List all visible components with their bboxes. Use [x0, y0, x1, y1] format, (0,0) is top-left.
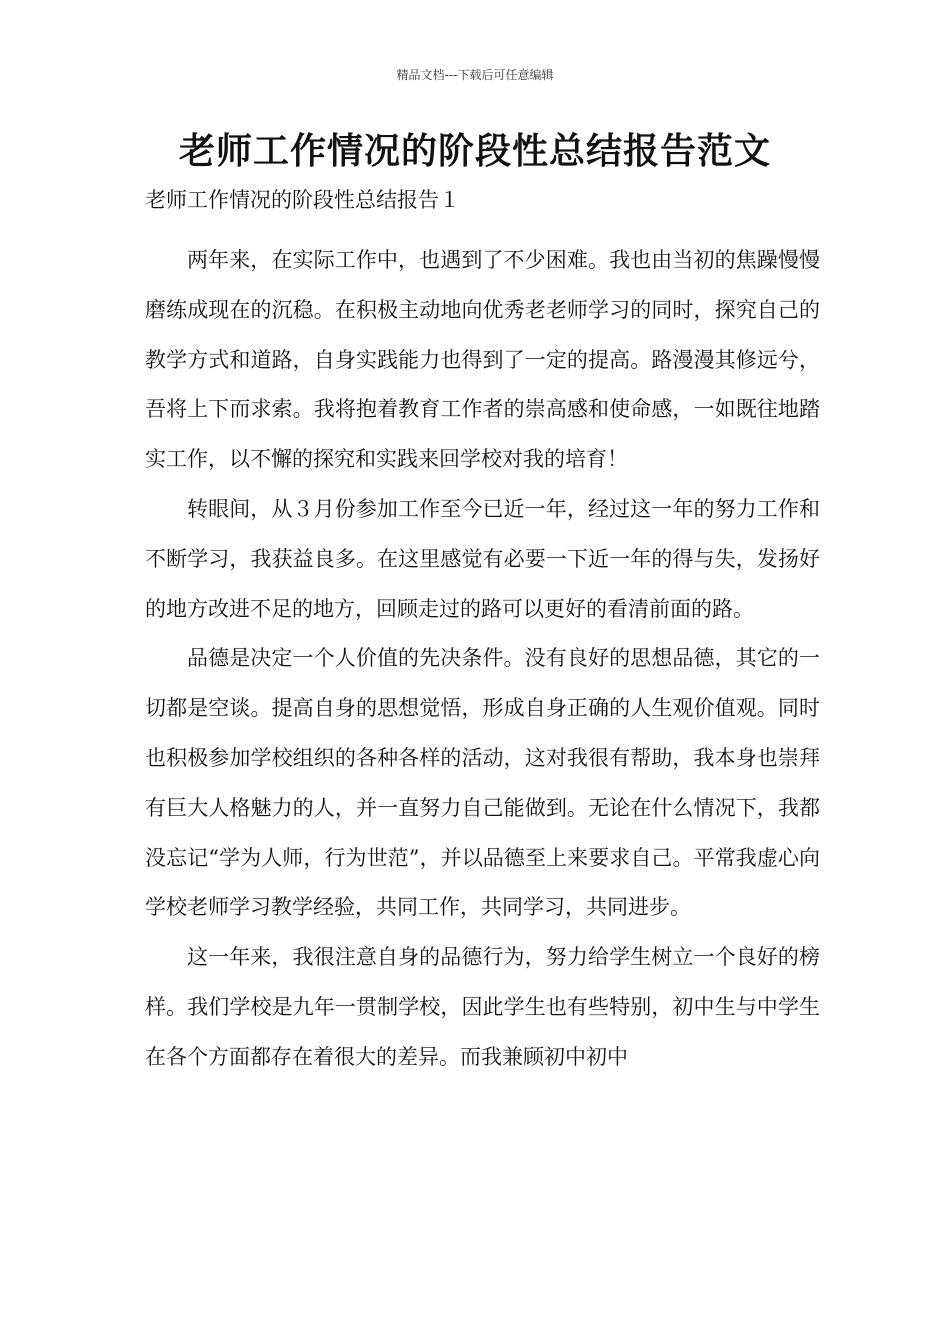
paragraph-3: 品德是决定一个人价值的先决条件。没有良好的思想品德，其它的一切都是空谈。提高自身的思想觉悟，形成自身正确的人生观价值观。同时也积极参加学校组织的各种各样的活动，这对我很有帮助，我本身也崇拜有巨大人格魅力的人，并一直努力自己能做到。无论在什么情况下，我都没忘记“学为人师，行为世范”，并以品德至上来要求自己。平常我虚心向学校老师学习教学经验，共同工作，共同学习，共同进步。 — [145, 646, 820, 920]
document-body — [145, 236, 820, 1083]
paragraph-1: 两年来，在实际工作中，也遇到了不少困难。我也由当初的焦躁慢慢磨练成现在的沉稳。在积极主动地向优秀老老师学习的同时，探究自己的教学方式和道路，自身实践能力也得到了一定的提高。路漫漫其修远兮，吾将上下而求索。我将抱着教育工作者的崇高感和使命感，一如既往地踏实工作，以不懈的探究和实践来回学校对我的培育！ — [145, 248, 820, 472]
paragraph-4: 这一年来，我很注意自身的品德行为，努力给学生树立一个良好的榜样。我们学校是九年一贯制学校，因此学生也有些特别，初中生与中学生在各个方面都存在着很大的差异。而我兼顾初中初中 — [145, 945, 820, 1069]
document-subtitle: 老师工作情况的阶段性总结报告１ — [145, 188, 460, 212]
document-title: 老师工作情况的阶段性总结报告范文 — [178, 131, 771, 172]
paragraph-2: 转眼间，从３月份参加工作至今已近一年，经过这一年的努力工作和不断学习，我获益良多。在这里感觉有必要一下近一年的得与失，发扬好的地方改进不足的地方，回顾走过的路可以更好的看清前面的路。 — [145, 496, 820, 621]
header-note: 精品文档---下载后可任意编辑 — [396, 68, 554, 82]
